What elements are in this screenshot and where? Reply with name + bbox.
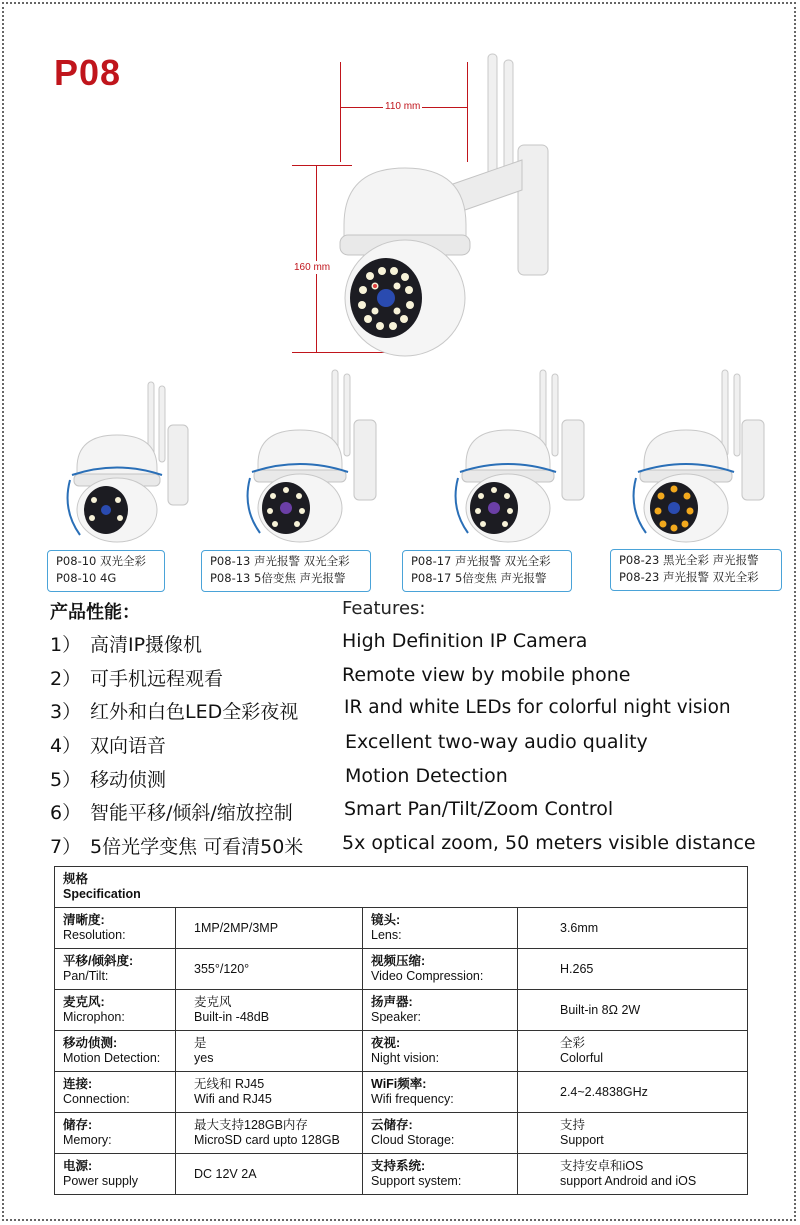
spec-key-cn: 扬声器: <box>371 995 413 1009</box>
spec-key-en: Night vision: <box>371 1051 440 1065</box>
feature-text-cn: 移动侦测 <box>90 769 167 791</box>
variant-label-line2: P08-23 声光报警 双光全彩 <box>619 570 759 584</box>
feature-number: 4） <box>50 735 82 757</box>
spec-value <box>176 1031 363 1072</box>
spec-value <box>518 1113 748 1154</box>
spec-key <box>363 1031 518 1072</box>
spec-key-en: Resolution: <box>63 928 126 942</box>
spec-key-cn: 连接: <box>63 1077 93 1091</box>
variant-label-line1: P08-23 黑光全彩 声光报警 <box>619 553 759 567</box>
spec-key <box>363 1113 518 1154</box>
feature-text-en: IR and white LEDs for colorful night vision <box>344 697 731 718</box>
spec-key <box>363 990 518 1031</box>
spec-value <box>176 990 363 1031</box>
spec-value <box>518 908 748 949</box>
spec-key <box>363 949 518 990</box>
spec-key-cn: 云储存: <box>371 1118 413 1132</box>
spec-value-line2: MicroSD card upto 128GB <box>194 1133 340 1147</box>
spec-value-line1: 全彩 <box>560 1036 586 1050</box>
spec-key-en: Video Compression: <box>371 969 484 983</box>
model-code: P08 <box>54 52 122 93</box>
spec-key-en: Memory: <box>63 1133 112 1147</box>
spec-value <box>518 1154 748 1195</box>
spec-value-line1: 支持安卓和iOS <box>560 1159 644 1173</box>
variant-camera-image-1 <box>62 380 192 545</box>
spec-title-en: Specification <box>63 887 141 901</box>
spec-key-cn: 视频压缩: <box>371 954 426 968</box>
feature-text-cn: 双向语音 <box>90 735 167 757</box>
spec-value-line1: 2.4~2.4838GHz <box>560 1084 648 1099</box>
spec-value-line2: Built-in -48dB <box>194 1010 270 1024</box>
spec-key-cn: 储存: <box>63 1118 93 1132</box>
spec-key-en: Microphon: <box>63 1010 125 1024</box>
spec-value-line1: DC 12V 2A <box>194 1166 257 1181</box>
spec-key-en: Power supply <box>63 1174 139 1188</box>
spec-key-en: Cloud Storage: <box>371 1133 455 1147</box>
spec-value <box>518 990 748 1031</box>
spec-key <box>363 1154 518 1195</box>
feature-text-en: 5x optical zoom, 50 meters visible distance <box>342 832 756 854</box>
spec-key <box>55 1072 176 1113</box>
feature-item <box>50 765 790 795</box>
variant-label-line1: P08-13 声光报警 双光全彩 <box>210 554 350 568</box>
spec-key <box>55 1113 176 1154</box>
variant-label-2 <box>201 550 371 592</box>
spec-row <box>55 1031 748 1072</box>
variant-label-line2: P08-10 4G <box>56 571 117 585</box>
spec-key-cn: 支持系统: <box>371 1159 426 1173</box>
spec-value-line1: 355°/120° <box>194 961 250 976</box>
variant-label-3 <box>402 550 572 592</box>
spec-key-cn: 电源: <box>63 1159 93 1173</box>
feature-item <box>50 630 790 660</box>
spec-key-cn: 清晰度: <box>63 913 105 927</box>
spec-value <box>518 949 748 990</box>
feature-text-cn: 智能平移/倾斜/缩放控制 <box>90 802 293 824</box>
spec-value-line1: 1MP/2MP/3MP <box>194 920 279 935</box>
spec-key-en: Connection: <box>63 1092 130 1106</box>
spec-value-line1: Built-in 8Ω 2W <box>560 1002 641 1017</box>
feature-number: 1） <box>50 634 82 656</box>
spec-key <box>363 1072 518 1113</box>
spec-value <box>176 1072 363 1113</box>
variant-label-1 <box>47 550 165 592</box>
spec-key-cn: WiFi频率: <box>371 1077 427 1091</box>
variant-label-line1: P08-10 双光全彩 <box>56 554 147 568</box>
feature-item <box>50 664 790 694</box>
spec-row <box>55 1154 748 1195</box>
specification-table <box>54 866 748 1195</box>
features-title-en: Features: <box>342 598 426 619</box>
spec-value-line2: yes <box>194 1051 214 1065</box>
dim-height-line <box>316 165 317 353</box>
spec-value-line1: 支持 <box>560 1118 586 1132</box>
spec-row <box>55 990 748 1031</box>
spec-key-cn: 移动侦测: <box>63 1036 118 1050</box>
spec-value-line2: Colorful <box>560 1051 604 1065</box>
variant-camera-image-3 <box>448 368 588 543</box>
variant-label-line1: P08-17 声光报警 双光全彩 <box>411 554 551 568</box>
spec-value-line1: 3.6mm <box>560 920 599 935</box>
spec-row <box>55 949 748 990</box>
spec-key <box>55 990 176 1031</box>
feature-number: 5） <box>50 769 82 791</box>
spec-row <box>55 1072 748 1113</box>
feature-item <box>50 697 790 727</box>
feature-item <box>50 832 790 862</box>
spec-key-cn: 麦克风: <box>63 995 105 1009</box>
feature-text-cn: 高清IP摄像机 <box>90 634 203 656</box>
spec-key-en: Pan/Tilt: <box>63 969 109 983</box>
spec-key <box>55 949 176 990</box>
feature-number: 6） <box>50 802 82 824</box>
variant-label-line2: P08-17 5倍变焦 声光报警 <box>411 571 547 585</box>
spec-value-line1: 麦克风 <box>194 995 232 1009</box>
feature-item <box>50 798 790 828</box>
spec-key-en: Support system: <box>371 1174 462 1188</box>
feature-number: 2） <box>50 668 82 690</box>
spec-value <box>518 1031 748 1072</box>
variant-label-4 <box>610 549 782 591</box>
spec-key-cn: 镜头: <box>371 913 401 927</box>
spec-value <box>176 949 363 990</box>
spec-key <box>55 908 176 949</box>
feature-text-en: Smart Pan/Tilt/Zoom Control <box>344 798 614 820</box>
spec-header-cell <box>55 867 748 908</box>
spec-key-en: Wifi frequency: <box>371 1092 454 1106</box>
feature-text-cn: 5倍光学变焦 可看清50米 <box>90 836 304 858</box>
spec-key-en: Motion Detection: <box>63 1051 161 1065</box>
spec-value <box>176 908 363 949</box>
feature-number: 3） <box>50 701 82 723</box>
variant-label-line2: P08-13 5倍变焦 声光报警 <box>210 571 346 585</box>
spec-value-line1: 是 <box>194 1036 207 1050</box>
feature-text-en: Remote view by mobile phone <box>342 664 631 686</box>
spec-value-line1: 无线和 RJ45 <box>194 1077 265 1091</box>
spec-row <box>55 1113 748 1154</box>
features-title-cn: 产品性能： <box>50 602 140 623</box>
feature-text-en: Motion Detection <box>345 765 508 787</box>
feature-text-cn: 可手机远程观看 <box>90 668 224 690</box>
feature-item <box>50 731 790 761</box>
dim-width-label: 110 mm <box>385 101 421 112</box>
spec-key-en: Speaker: <box>371 1010 422 1024</box>
variant-camera-image-2 <box>240 368 380 543</box>
feature-text-cn: 红外和白色LED全彩夜视 <box>90 701 299 723</box>
spec-value-line2: Support <box>560 1133 604 1147</box>
spec-key-en: Lens: <box>371 928 402 942</box>
spec-value <box>518 1072 748 1113</box>
spec-key <box>363 908 518 949</box>
spec-key <box>55 1154 176 1195</box>
spec-value <box>176 1154 363 1195</box>
spec-header-row <box>55 867 748 908</box>
spec-row <box>55 908 748 949</box>
feature-text-en: Excellent two-way audio quality <box>345 731 648 753</box>
spec-key <box>55 1031 176 1072</box>
main-camera-image <box>330 50 560 360</box>
spec-key-cn: 平移/倾斜度: <box>63 954 134 968</box>
spec-value-line1: 最大支持128GB内存 <box>194 1118 308 1132</box>
spec-value-line1: H.265 <box>560 961 594 976</box>
variant-camera-image-4 <box>630 368 770 543</box>
spec-value-line2: Wifi and RJ45 <box>194 1092 272 1106</box>
feature-text-en: High Definition IP Camera <box>342 630 588 652</box>
spec-key-cn: 夜视: <box>371 1036 401 1050</box>
spec-title-cn: 规格 <box>63 872 89 886</box>
spec-value <box>176 1113 363 1154</box>
dim-height-label: 160 mm <box>294 262 331 273</box>
spec-value-line2: support Android and iOS <box>560 1174 697 1188</box>
feature-number: 7） <box>50 836 82 858</box>
